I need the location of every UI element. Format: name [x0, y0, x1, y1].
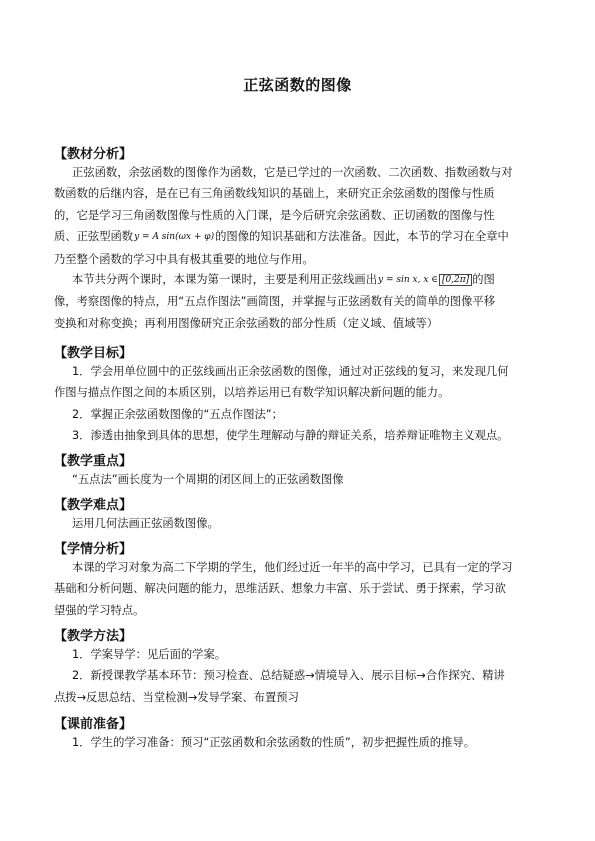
text-line: 基础和分析问题、解决问题的能力，思维活跃、想象力丰富、乐于尝试、勇于探索，学习欲	[54, 582, 506, 596]
heading-key-point: 【教学重点】	[54, 454, 133, 469]
prep-item-1: 1．学生的学习准备：预习“正弦函数和余弦函数的性质”，初步把握性质的推导。	[72, 736, 475, 749]
method-item-1: 1．学案导学：见后面的学案。	[72, 648, 227, 661]
formula-sinusoid: y = A sin(ωx + φ)	[134, 232, 215, 243]
heading-methods: 【教学方法】	[54, 629, 133, 644]
preparation-list	[54, 732, 544, 753]
heading-learners: 【学情分析】	[54, 542, 133, 557]
formula-interval: [0,2π]	[439, 274, 472, 286]
heading-analysis: 【教材分析】	[54, 147, 133, 162]
text-line: 变换和对称变换；再利用图像研究正余弦函数的部分性质（定义域、值域等）	[54, 316, 439, 330]
methods-list	[54, 644, 544, 708]
text-line-with-formula	[54, 269, 544, 291]
goal-item-2: 2．掌握正余弦函数图像的“五点作图法”；	[72, 407, 283, 421]
text-line: 的，它是学习三角函数图像与性质的入门课，是今后研究余弦函数、正切函数的图像与性	[54, 208, 495, 222]
text-fragment: 的图	[472, 273, 495, 286]
method-item-2: 2．新授课教学基本环节：预习检查、总结疑惑→情境导入、展示目标→合作探究、精讲	[72, 669, 505, 683]
text-fragment: 的图像的知识基础和方法准备。因此，本节的学习在全章中	[215, 230, 509, 244]
text-line: 本课的学习对象为高二下学期的学生，他们经过近一年半的高中学习，已具有一定的学习	[72, 561, 513, 574]
text-line: 像，考察图像的特点，用“五点作图法”画简图，并掌握与正弦函数有关的简单的图像平移	[54, 295, 495, 309]
analysis-paragraph-2	[54, 269, 544, 334]
text-fragment: 质、正弦型函数	[54, 230, 134, 244]
formula-sine-domain: y = sin x, x ∈	[378, 275, 438, 285]
heading-goals: 【教学目标】	[54, 346, 133, 361]
goals-list	[54, 361, 544, 447]
method-item-2-cont: 点拨→反思总结、当堂检测→发导学案、布置预习	[54, 690, 299, 704]
text-line: 数函数的后继内容，是在已有三角函数线知识的基础上，来研究正余弦函数的图像与性质	[54, 187, 495, 201]
learners-paragraph	[54, 557, 544, 621]
analysis-paragraph-1	[54, 162, 544, 270]
text-line: 运用几何法画正弦函数图像。	[72, 517, 219, 530]
page-title: 正弦函数的图像	[243, 76, 352, 94]
goal-item-1-cont: 作图与描点作图之间的本质区别，以培养运用已有数学知识解决新问题的能力。	[54, 386, 450, 400]
heading-difficulty: 【教学难点】	[54, 498, 133, 513]
difficulty	[54, 513, 544, 534]
text-fragment: 本节共分两个课时，本课为第一课时，主要是利用正弦线画出	[72, 273, 378, 286]
text-line: 正弦函数，余弦函数的图像作为函数，它是已学过的一次函数、二次函数、指数函数与对	[72, 166, 513, 179]
goal-item-3: 3．渗透由抽象到具体的思想，使学生理解动与静的辩证关系，培养辩证唯物主义观点。	[72, 429, 509, 443]
text-line: 乃至整个函数的学习中具有极其重要的地位与作用。	[54, 252, 314, 266]
text-line: “五点法”画长度为一个周期的闭区间上的正弦函数图像	[72, 473, 344, 486]
heading-preparation: 【课前准备】	[54, 717, 133, 732]
goal-item-1: 1．学会用单位圆中的正弦线画出正余弦函数的图像，通过对正弦线的复习，来发现几何	[72, 365, 509, 378]
text-line-with-formula	[54, 226, 544, 248]
key-point	[54, 469, 544, 490]
text-line: 望强的学习特点。	[54, 603, 145, 617]
